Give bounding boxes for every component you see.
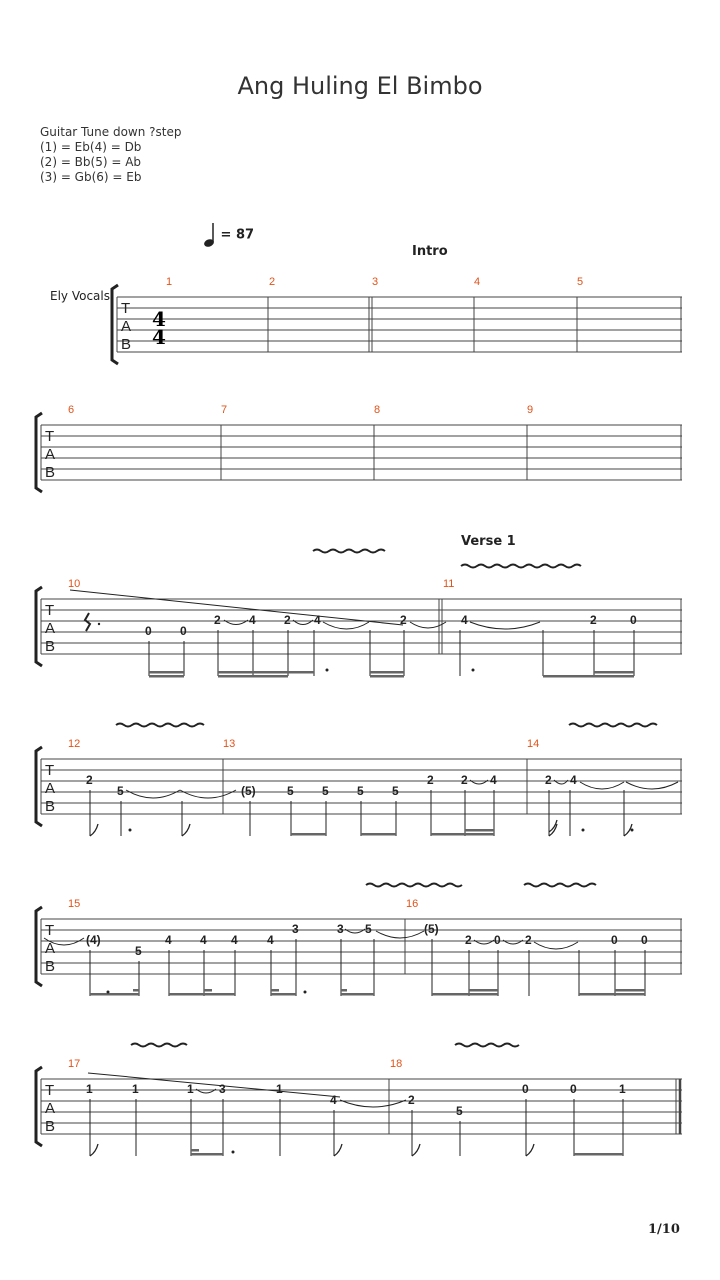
fret-number: 0 [611, 933, 618, 947]
fret-number: 5 [365, 922, 372, 936]
fret-number: 4 [330, 1093, 337, 1107]
clef-b: B [45, 464, 56, 481]
clef-t: T [45, 762, 55, 779]
measure-number: 15 [68, 898, 81, 910]
fret-number: 4 [249, 613, 256, 627]
fret-number: 5 [456, 1104, 463, 1118]
fret-number: 5 [135, 944, 142, 958]
fret-number: 4 [314, 613, 321, 627]
tuning-line-2: (2) = Bb(5) = Ab [40, 155, 142, 169]
fret-number: (5) [241, 784, 256, 798]
clef-t: T [45, 428, 55, 445]
fret-number: (4) [86, 933, 101, 947]
vibrato-mark [455, 1044, 519, 1047]
fret-number: 5 [392, 784, 399, 798]
measure-number: 10 [68, 578, 81, 590]
tie-arc [410, 622, 446, 628]
flag [334, 1144, 342, 1156]
fret-number: 2 [427, 773, 434, 787]
tempo-value: = 87 [220, 227, 255, 243]
fret-number: 4 [490, 773, 497, 787]
vibrato-mark [524, 884, 596, 887]
clef-a: A [45, 940, 56, 957]
song-title: Ang Huling El Bimbo [237, 72, 483, 100]
vibrato-mark [366, 884, 462, 887]
clef-t: T [121, 300, 131, 317]
clef-a: A [45, 446, 56, 463]
tab-system-1 [112, 276, 682, 364]
clef-a: A [45, 620, 56, 637]
fret-number: 4 [165, 933, 172, 947]
clef-b: B [45, 1118, 56, 1135]
measure-number: 8 [374, 404, 381, 416]
fret-number: 0 [180, 624, 187, 638]
fret-number: 1 [619, 1082, 626, 1096]
tab-system-4 [36, 724, 682, 837]
clef-a: A [45, 1100, 56, 1117]
tab-system-6 [36, 1044, 682, 1157]
time-signature-top: 4 [152, 307, 166, 331]
tie-arc [323, 622, 369, 629]
fret-number: 1 [132, 1082, 139, 1096]
tie-arc [534, 942, 578, 949]
fret-number: 4 [570, 773, 577, 787]
vibrato-mark [116, 724, 204, 727]
measure-number: 12 [68, 738, 81, 750]
measure-number: 13 [223, 738, 236, 750]
fret-number: 0 [641, 933, 648, 947]
tie-arc [376, 931, 424, 938]
flag [412, 1144, 420, 1156]
clef-b: B [45, 798, 56, 815]
clef-b: B [45, 638, 56, 655]
slide-line [70, 590, 403, 625]
tab-system-2 [36, 404, 682, 492]
fret-number: 4 [231, 933, 238, 947]
tuning-heading: Guitar Tune down ?step [40, 125, 182, 139]
fret-number: 4 [267, 933, 274, 947]
measure-number: 11 [443, 578, 455, 590]
measure-number: 16 [406, 898, 419, 910]
measure-number: 7 [221, 404, 228, 416]
measure-number: 5 [577, 276, 584, 288]
tie-arc [626, 782, 678, 789]
fret-number: 2 [284, 613, 291, 627]
fret-number: 2 [525, 933, 532, 947]
fret-number: 2 [400, 613, 407, 627]
tie-arc [180, 790, 236, 798]
measure-number: 9 [527, 404, 534, 416]
rest-symbol [85, 613, 90, 631]
fret-number: 0 [494, 933, 501, 947]
flag [182, 824, 190, 836]
fret-number: 2 [590, 613, 597, 627]
clef-b: B [121, 336, 132, 353]
clef-b: B [45, 958, 56, 975]
fret-number: 5 [287, 784, 294, 798]
fret-number: 2 [86, 773, 93, 787]
clef-a: A [121, 318, 132, 335]
measure-number: 4 [474, 276, 481, 288]
tab-system-3 [36, 550, 682, 678]
clef-t: T [45, 1082, 55, 1099]
fret-number: 1 [187, 1082, 194, 1096]
fret-number: 0 [522, 1082, 529, 1096]
section-verse-1: Verse 1 [461, 534, 516, 549]
measure-number: 6 [68, 404, 75, 416]
measure-number: 18 [390, 1058, 403, 1070]
fret-number: 1 [276, 1082, 283, 1096]
slide-line [88, 1073, 340, 1097]
tie-arc [580, 782, 624, 789]
fret-number: 0 [570, 1082, 577, 1096]
fret-number: (5) [424, 922, 439, 936]
tuning-line-1: (1) = Eb(4) = Db [40, 140, 142, 154]
tie-arc [126, 790, 180, 798]
fret-number: 3 [292, 922, 299, 936]
measure-number: 2 [269, 276, 276, 288]
fret-number: 1 [86, 1082, 93, 1096]
measure-number: 1 [166, 276, 173, 288]
vibrato-mark [569, 724, 657, 727]
fret-number: 0 [145, 624, 152, 638]
clef-a: A [45, 780, 56, 797]
fret-number: 3 [219, 1082, 226, 1096]
tuning-line-3: (3) = Gb(6) = Eb [40, 170, 142, 184]
time-signature-bottom: 4 [152, 325, 166, 349]
tab-system-5 [36, 884, 682, 997]
page-number: 1/10 [648, 1222, 680, 1237]
measure-number: 17 [68, 1058, 81, 1070]
flag [90, 824, 98, 836]
fret-number: 2 [214, 613, 221, 627]
vibrato-mark [313, 550, 385, 553]
flag [549, 824, 557, 836]
tie-arc [470, 622, 540, 629]
vibrato-mark [131, 1044, 187, 1047]
clef-t: T [45, 922, 55, 939]
fret-number: 2 [408, 1093, 415, 1107]
fret-number: 3 [337, 922, 344, 936]
measure-number: 3 [372, 276, 379, 288]
fret-number: 2 [545, 773, 552, 787]
instrument-label: Ely Vocals [50, 289, 110, 303]
fret-number: 5 [117, 784, 124, 798]
section-intro: Intro [412, 244, 448, 259]
flag [526, 1144, 534, 1156]
fret-number: 5 [357, 784, 364, 798]
vibrato-mark [461, 565, 581, 568]
fret-number: 5 [322, 784, 329, 798]
fret-number: 4 [461, 613, 468, 627]
flag [90, 1144, 98, 1156]
fret-number: 0 [630, 613, 637, 627]
fret-number: 4 [200, 933, 207, 947]
fret-number: 2 [461, 773, 468, 787]
clef-t: T [45, 602, 55, 619]
fret-number: 2 [465, 933, 472, 947]
measure-number: 14 [527, 738, 540, 750]
